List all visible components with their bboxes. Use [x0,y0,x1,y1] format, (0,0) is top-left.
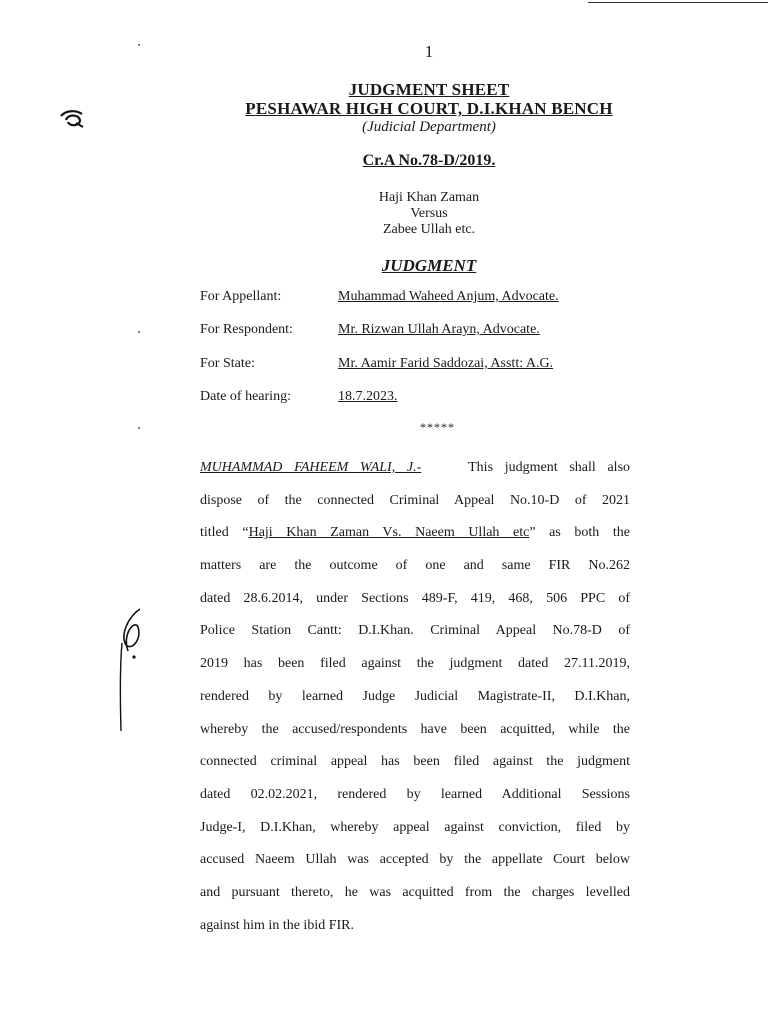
appearance-label: For Respondent: [200,322,293,337]
body-line: dispose of the connected Criminal Appeal No.10-D of 2021 [200,492,630,508]
body-line: matters are the outcome of one and same FIR No.262 [200,558,630,574]
versus-label: Versus [410,206,448,221]
appearance-value: Mr. Rizwan Ullah Arayn, Advocate. [338,322,540,337]
court-name: PESHAWAR HIGH COURT, D.I.KHAN BENCH [245,99,613,118]
handwritten-signature-icon [110,605,160,735]
body-line: whereby the accused/respondents have been acquitted, while the [200,721,630,737]
appearance-label: Date of hearing: [200,389,291,404]
appearance-value: 18.7.2023. [338,389,398,404]
connected-case-title: Haji Khan Zaman Vs. Naeem Ullah etc [248,525,530,541]
body-text-fragment: titled “ [200,525,249,541]
department-label: (Judicial Department) [362,119,496,135]
appearance-value: Muhammad Waheed Anjum, Advocate. [338,289,559,304]
sheet-title: JUDGMENT SHEET [348,80,510,99]
appellant-name: Haji Khan Zaman [378,190,480,205]
page-number: 1 [424,42,434,61]
body-line: and pursuant thereto, he was acquitted from the charges levelled [200,884,630,900]
scan-speck [138,331,140,333]
appearance-label: For State: [200,356,255,371]
body-line: accused Naeem Ullah was accepted by the appellate Court below [200,852,630,868]
judge-name: MUHAMMAD FAHEEM WALI, J.- [200,460,422,475]
scan-speck [138,427,140,429]
body-text-fragment: ” as both the [529,525,630,541]
case-number: Cr.A No.78-D/2019. [362,152,496,169]
body-line: rendered by learned Judge Judicial Magistrate-II, D.I.Khan, [200,688,630,704]
body-line: Judge-I, D.I.Khan, whereby appeal against conviction, filed by [200,819,630,835]
respondent-name: Zabee Ullah etc. [382,222,476,237]
top-edge-rule [588,2,768,3]
body-text-fragment: This judgment shall also [468,460,631,475]
body-line: dated 02.02.2021, rendered by learned Additional Sessions [200,786,630,802]
body-line [200,517,630,550]
body-line: against him in the ibid FIR. [200,917,354,933]
body-line: connected criminal appeal has been filed against the judgment [200,754,630,770]
judgment-body [200,452,630,942]
judgment-heading: JUDGMENT [381,256,477,275]
section-separator: ***** [420,420,455,434]
body-line: 2019 has been filed against the judgment dated 27.11.2019, [200,656,630,672]
body-line: Police Station Cantt: D.I.Khan. Criminal Appeal No.78-D of [200,623,630,639]
body-line [200,452,630,485]
appearance-label: For Appellant: [200,289,282,304]
body-line: dated 28.6.2014, under Sections 489-F, 419, 468, 506 PPC of [200,590,630,606]
appearance-value: Mr. Aamir Farid Saddozai, Asstt: A.G. [338,356,554,371]
